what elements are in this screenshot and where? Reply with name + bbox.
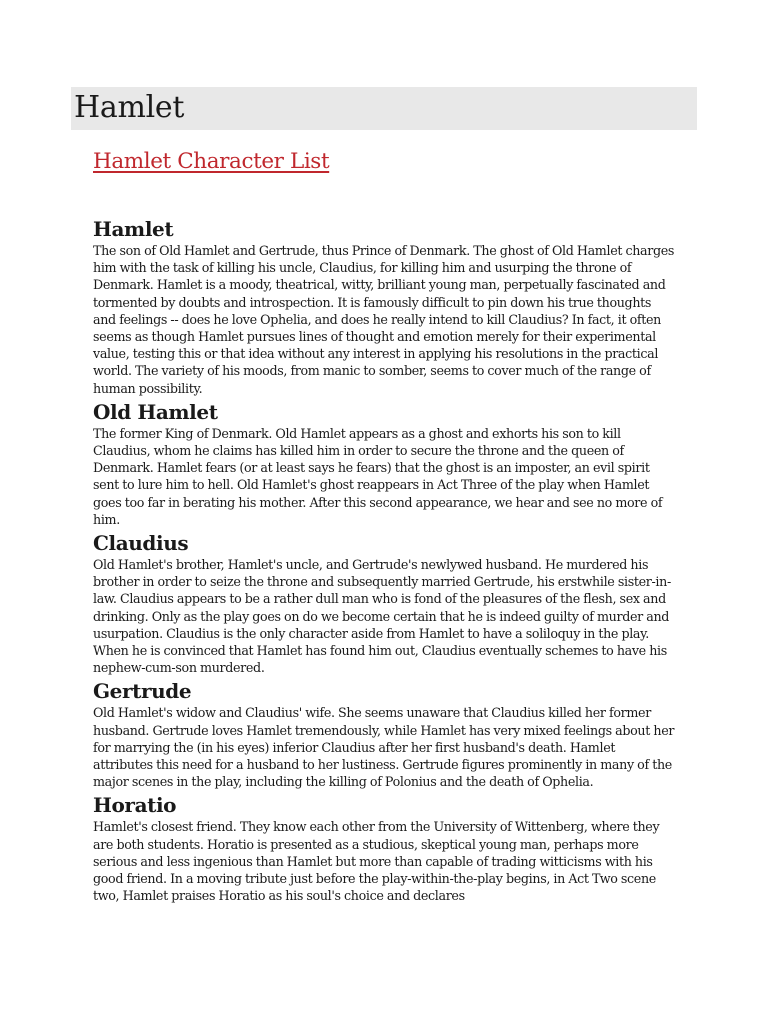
character-description: The son of Old Hamlet and Gertrude, thus Prince of Denmark. The ghost of Old Hamlet charges him with the task of killing his uncle, Claudius, for killing him and usurping the throne of Denmark. Hamlet is a moody, theatrical, witty, brilliant young man, perpetually fascinated and tormented by doubts and introspection. It is famously difficult to pin down his true thoughts and feelings -- does he love Ophelia, and does he really intend to kill Claudius? In fact, it often seems as though Hamlet pursues lines of thought and emotion merely for their experimental value, testing this or that idea without any interest in applying his resolutions in the practical world. The variety of his moods, from manic to somber, seems to cover much of the range of human possibility. — [93, 243, 675, 396]
character-entry-gertrude — [93, 678, 675, 790]
character-entry-horatio — [93, 792, 675, 904]
character-entry-claudius — [93, 530, 675, 676]
character-name: Gertrude — [93, 679, 192, 704]
section-heading: Hamlet Character List — [93, 149, 330, 174]
character-description: Old Hamlet's widow and Claudius' wife. She seems unaware that Claudius killed her former husband. Gertrude loves Hamlet tremendously, while Hamlet has very mixed feelings about her for marrying the (in his eyes) inferior Claudius after her first husband's death. Hamlet attributes this need for a husband to her lustiness. Gertrude figures prominently in many of the major scenes in the play, including the killing of Polonius and the death of Ophelia. — [93, 705, 675, 790]
character-list — [93, 216, 675, 905]
character-entry-old-hamlet — [93, 399, 675, 528]
document-body — [93, 146, 675, 907]
character-name: Hamlet — [93, 217, 174, 241]
character-name: Horatio — [93, 793, 177, 818]
character-description: The former King of Denmark. Old Hamlet appears as a ghost and exhorts his son to kill Claudius, whom he claims has killed him in order to secure the throne and the queen of Denmark. Hamlet fears (or at least says he fears) that the ghost is an imposter, an evil spirit sent to lure him to hell. Old Hamlet's ghost reappears in Act Three of the play when Hamlet goes too far in berating his mother. After this second appearance, we hear and see no more of him. — [93, 425, 663, 527]
character-name: Old Hamlet — [93, 399, 218, 424]
character-entry-hamlet — [93, 216, 675, 397]
title-bar — [71, 87, 697, 130]
character-description: Hamlet's closest friend. They know each other from the University of Wittenberg, where they are both students. Horatio is presented as a studious, skeptical young man, perhaps more serious and less ingenious than Hamlet but more than capable of trading witticisms with his good friend. In a moving tribute just before the play-within-the-play begins, in Act Two scene two, Hamlet praises Horatio as his soul's choice and declares — [93, 819, 660, 904]
page-title: Hamlet — [74, 90, 185, 125]
character-name: Claudius — [93, 531, 189, 556]
character-description: Old Hamlet's brother, Hamlet's uncle, and Gertrude's newlywed husband. He murdered his brother in order to seize the throne and subsequently married Gertrude, his erstwhile sister-in-law. Claudius appears to be a rather dull man who is fond of the pleasures of the flesh, sex and drinking. Only as the play goes on do we become certain that he is indeed guilty of murder and usurpation. Claudius is the only character aside from Hamlet to have a soliloquy in the play. When he is convinced that Hamlet has found him out, Claudius eventually schemes to have his nephew-cum-son murdered. — [93, 557, 671, 676]
